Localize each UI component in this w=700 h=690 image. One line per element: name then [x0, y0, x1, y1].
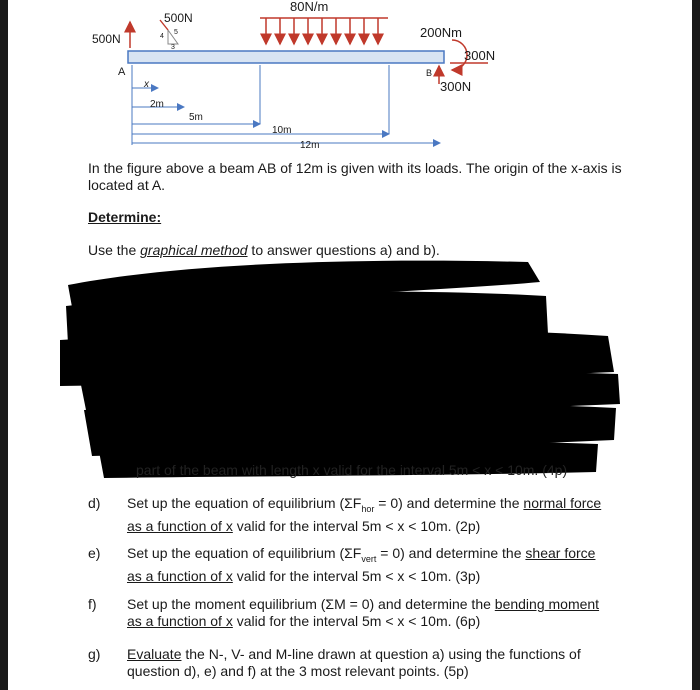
- question-e: [88, 545, 628, 584]
- dim-2m-label: 2m: [150, 99, 164, 110]
- question-text: Set up the equation of equilibrium (ΣF: [127, 495, 362, 511]
- question-letter: g): [88, 646, 101, 662]
- dim-5m-label: 5m: [189, 112, 203, 123]
- left-vertical-load-label: 500N: [164, 11, 193, 25]
- question-text: question d), e) and f) at the 3 most relevant points. (5p): [127, 663, 469, 679]
- question-keyword: as a function of x: [127, 517, 233, 534]
- left-horizontal-load-label: 500N: [92, 32, 121, 46]
- instruction-prefix: Use the: [88, 242, 141, 258]
- question-text: valid for the interval 5m < x < 10m. (3p): [232, 567, 481, 584]
- redaction-scribble: [8, 0, 692, 690]
- right-horizontal-load-label: 300N: [464, 48, 496, 63]
- question-text: Set up the moment equilibrium (ΣM = 0) and determine the: [127, 596, 495, 612]
- question-text: Set up the equation of equilibrium (ΣF: [127, 545, 362, 561]
- question-text: valid for the interval 5m < x < 10m. (6p): [232, 613, 481, 629]
- question-text: valid for the interval 5m < x < 10m. (2p): [232, 517, 481, 534]
- question-keyword: as a function of x: [127, 567, 233, 584]
- distributed-load-label: 80N/m: [290, 0, 329, 14]
- instruction-suffix: to answer questions a) and b).: [247, 242, 440, 258]
- question-letter: e): [88, 545, 101, 561]
- question-keyword: Evaluate: [127, 646, 182, 662]
- question-g: [88, 646, 628, 680]
- question-subscript: vert: [361, 553, 377, 564]
- dim-x-label: x: [144, 79, 149, 90]
- point-b-label: B: [426, 68, 433, 78]
- question-letter: f): [88, 596, 97, 612]
- question-text: = 0) and determine the: [376, 545, 526, 561]
- question-body: [127, 596, 617, 630]
- question-keyword: bending moment: [494, 596, 600, 612]
- question-keyword: as a function of x: [127, 613, 233, 629]
- redaction-strokes: [60, 261, 620, 478]
- moment-label: 200Nm: [420, 25, 462, 40]
- question-keyword: normal force: [523, 495, 602, 511]
- question-text: the N-, V- and M-line drawn at question a) using the functions of: [181, 646, 581, 662]
- question-body: [127, 495, 617, 535]
- graphical-method-link: graphical method: [140, 242, 248, 258]
- right-vertical-load-label: 300N: [440, 79, 472, 94]
- ratio-3: 3: [171, 44, 175, 51]
- question-keyword: shear force: [525, 545, 596, 561]
- determine-heading: Determine:: [88, 209, 162, 225]
- question-body: [127, 646, 617, 680]
- question-letter: d): [88, 495, 101, 511]
- point-a-label: A: [118, 66, 126, 78]
- intro-paragraph: In the figure above a beam AB of 12m is given with its loads. The origin of the x-axis is located at A.: [88, 160, 622, 193]
- question-d: [88, 495, 628, 534]
- ratio-4: 4: [160, 33, 164, 40]
- document-page: [8, 0, 692, 690]
- question-body: [127, 545, 617, 585]
- ratio-5: 5: [174, 29, 178, 36]
- question-text: = 0) and determine the: [374, 495, 524, 511]
- redacted-fragment-5: part of the beam with length x valid for the interval 5m < x < 10m. (4p): [136, 462, 568, 478]
- question-f: [88, 596, 628, 630]
- question-subscript: hor: [361, 503, 375, 514]
- dim-12m-label: 12m: [300, 140, 320, 151]
- dim-10m-label: 10m: [272, 125, 292, 136]
